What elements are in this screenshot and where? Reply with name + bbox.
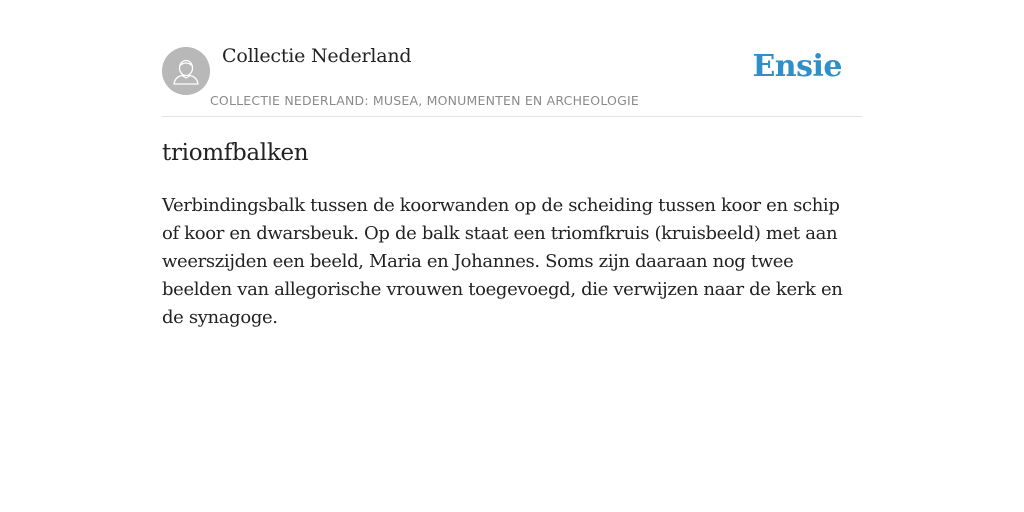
entry-header	[162, 0, 862, 117]
entry-definition: Verbindingsbalk tussen de koorwanden op de scheiding tussen koor en schip of koor en dwarsbeuk. Op de balk staat een triomfkruis (kruisbeeld) met aan weerszijden een beeld, Maria en Johannes. Soms zijn daaraan nog twee beelden van allegorische vrouwen toegevoegd, die verwijzen naar de kerk en de synagoge.	[162, 195, 843, 328]
author-avatar[interactable]	[162, 47, 210, 95]
entry-term: triomfbalken	[162, 140, 309, 166]
user-silhouette-icon	[162, 47, 210, 95]
author-source[interactable]: COLLECTIE NEDERLAND: MUSEA, MONUMENTEN EN ARCHEOLOGIE	[210, 93, 639, 108]
author-name[interactable]: Collectie Nederland	[222, 45, 412, 67]
ensie-logo[interactable]: Ensie	[752, 49, 842, 84]
